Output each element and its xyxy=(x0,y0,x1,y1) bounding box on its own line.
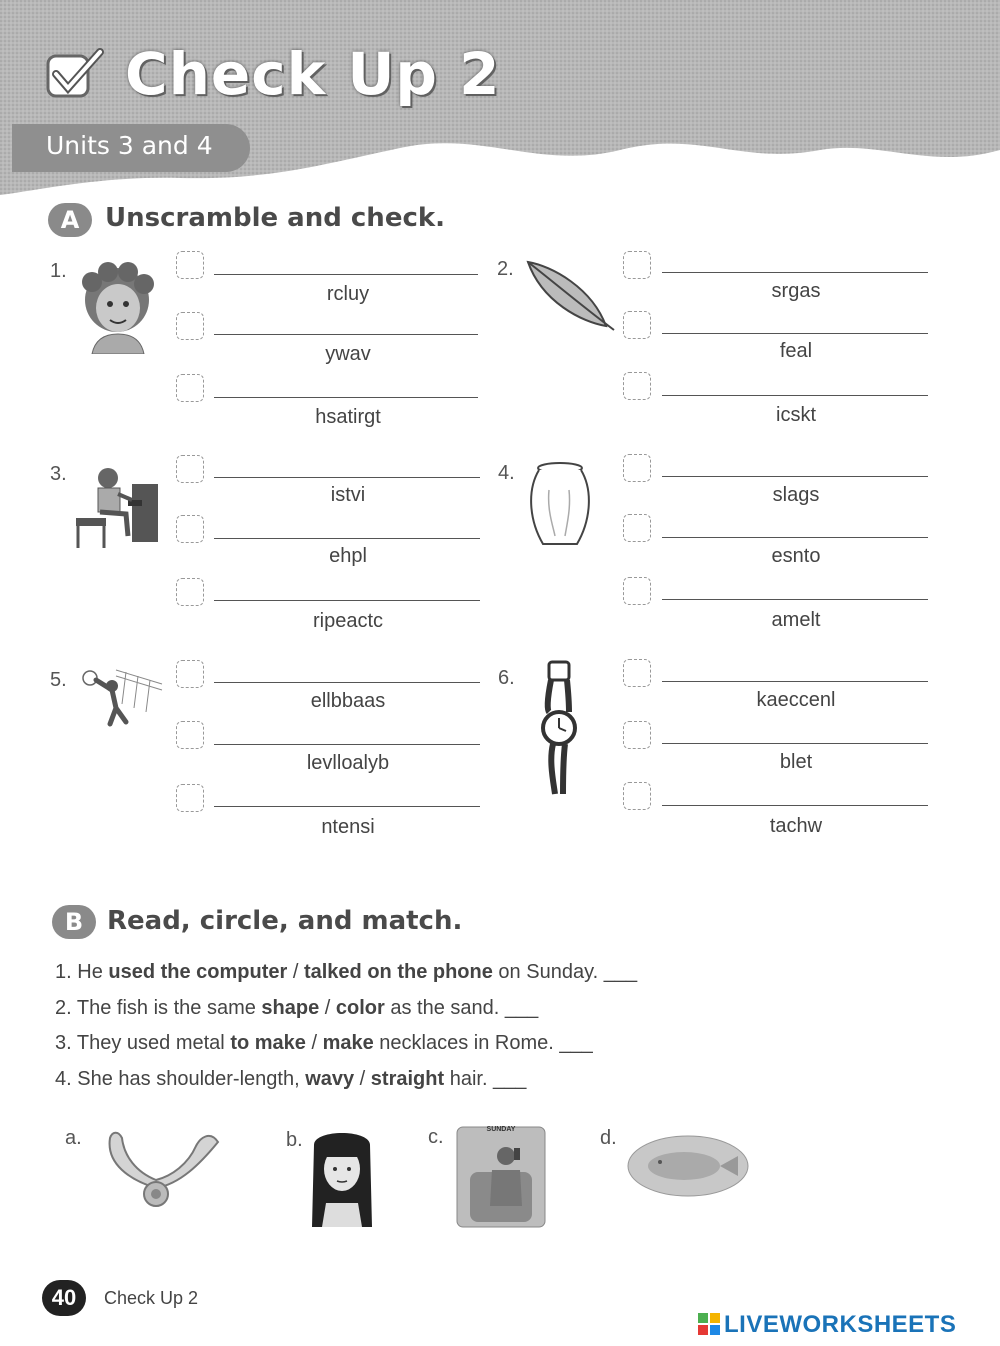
man-on-phone-picture xyxy=(456,1126,546,1228)
sentence-number: 4. xyxy=(55,1068,72,1090)
scrambled-word: feal xyxy=(779,340,813,362)
checkbox[interactable] xyxy=(623,782,651,810)
sentence-1 xyxy=(55,961,637,984)
scrambled-word: amelt xyxy=(771,609,821,631)
boy-playing-piano-picture xyxy=(70,462,162,554)
vase-picture xyxy=(525,460,595,548)
item-number: 5. xyxy=(50,669,67,691)
choice-separator: / xyxy=(287,961,304,983)
scrambled-word: ehpl xyxy=(329,545,367,567)
answer-line[interactable] xyxy=(214,600,480,601)
checkbox[interactable] xyxy=(623,659,651,687)
scrambled-word: icskt xyxy=(776,404,816,426)
sentence-text: necklaces in Rome. ___ xyxy=(373,1032,593,1054)
checkbox[interactable] xyxy=(176,578,204,606)
item-number: 3. xyxy=(50,463,67,485)
answer-line[interactable] xyxy=(214,682,480,683)
option-letter: c. xyxy=(428,1126,444,1148)
checkbox[interactable] xyxy=(176,312,204,340)
item-number: 2. xyxy=(497,258,514,280)
necklace-picture xyxy=(100,1124,230,1209)
checkbox[interactable] xyxy=(623,372,651,400)
volleyball-player-picture xyxy=(76,664,166,730)
calendar-caption: SUNDAY xyxy=(486,1126,516,1133)
scrambled-word: rcluy xyxy=(326,283,370,305)
choice-option[interactable]: make xyxy=(322,1032,374,1054)
sentence-text: He xyxy=(77,961,109,983)
scrambled-word: levlloalyb xyxy=(306,752,390,774)
answer-line[interactable] xyxy=(214,274,478,275)
curly-hair-boy-picture xyxy=(78,262,156,354)
girl-straight-hair-picture xyxy=(306,1125,378,1227)
answer-line[interactable] xyxy=(214,806,480,807)
choice-separator: / xyxy=(319,997,336,1019)
sentence-number: 3. xyxy=(55,1032,72,1054)
checkbox[interactable] xyxy=(623,577,651,605)
sentence-number: 1. xyxy=(55,961,72,983)
checkbox[interactable] xyxy=(176,374,204,402)
answer-line[interactable] xyxy=(214,538,480,539)
sentence-text: They used metal xyxy=(76,1032,231,1054)
option-letter: b. xyxy=(286,1129,303,1151)
checkbox[interactable] xyxy=(623,514,651,542)
answer-line[interactable] xyxy=(662,537,928,538)
choice-option[interactable]: used the computer xyxy=(108,961,288,983)
option-letter: d. xyxy=(600,1127,617,1149)
footer-label: Check Up 2 xyxy=(104,1288,199,1308)
answer-line[interactable] xyxy=(662,743,928,744)
page-number: 40 xyxy=(42,1280,86,1316)
wristwatch-picture xyxy=(535,660,585,798)
answer-line[interactable] xyxy=(214,477,480,478)
leaf-picture xyxy=(522,258,617,333)
answer-line[interactable] xyxy=(662,476,928,477)
choice-option[interactable]: shape xyxy=(261,997,320,1019)
scrambled-word: ntensi xyxy=(321,816,375,838)
checkbox[interactable] xyxy=(176,515,204,543)
fish-in-sand-picture xyxy=(626,1132,750,1200)
checkbox[interactable] xyxy=(623,311,651,339)
item-number: 4. xyxy=(498,462,515,484)
sentence-3 xyxy=(55,1032,593,1055)
sentence-4 xyxy=(55,1068,526,1091)
section-a-title: Unscramble and check. xyxy=(105,203,446,233)
scrambled-word: slags xyxy=(772,484,820,506)
checkbox[interactable] xyxy=(176,660,204,688)
item-number: 6. xyxy=(498,667,515,689)
checkbox[interactable] xyxy=(623,454,651,482)
choice-option[interactable]: straight xyxy=(370,1068,445,1090)
answer-line[interactable] xyxy=(662,272,928,273)
option-letter: a. xyxy=(65,1127,82,1149)
scrambled-word: istvi xyxy=(330,484,366,506)
answer-line[interactable] xyxy=(662,395,928,396)
units-label: Units 3 and 4 xyxy=(46,131,213,160)
sentence-text: hair. ___ xyxy=(444,1068,527,1090)
checkbox[interactable] xyxy=(176,251,204,279)
liveworksheets-logo-icon xyxy=(698,1313,720,1335)
sentence-2 xyxy=(55,997,538,1020)
answer-line[interactable] xyxy=(214,744,480,745)
brand-name: LIVEWORKSHEETS xyxy=(724,1311,957,1338)
choice-option[interactable]: talked on the phone xyxy=(303,961,493,983)
checkmark-icon xyxy=(46,48,106,100)
checkbox[interactable] xyxy=(623,721,651,749)
scrambled-word: srgas xyxy=(771,280,821,302)
sentence-text: She has shoulder-length, xyxy=(77,1068,306,1090)
checkbox[interactable] xyxy=(176,455,204,483)
scrambled-word: esnto xyxy=(771,545,821,567)
answer-line[interactable] xyxy=(662,333,928,334)
choice-option[interactable]: wavy xyxy=(305,1068,355,1090)
scrambled-word: tachw xyxy=(769,815,823,837)
choice-separator: / xyxy=(354,1068,371,1090)
scrambled-word: ywav xyxy=(325,343,371,365)
sentence-text: as the sand. ___ xyxy=(384,997,539,1019)
checkbox[interactable] xyxy=(623,251,651,279)
scrambled-word: blet xyxy=(779,751,813,773)
choice-option[interactable]: color xyxy=(335,997,385,1019)
scrambled-word: kaeccenl xyxy=(756,689,836,711)
section-a-badge: A xyxy=(48,203,92,237)
answer-line[interactable] xyxy=(214,334,478,335)
page-title: Check Up 2 xyxy=(125,40,501,108)
scrambled-word: ripeactc xyxy=(312,610,384,632)
scrambled-word: ellbbaas xyxy=(310,690,386,712)
choice-separator: / xyxy=(305,1032,323,1054)
scrambled-word: hsatirgt xyxy=(315,406,381,428)
choice-option[interactable]: to make xyxy=(230,1032,306,1054)
sentence-number: 2. xyxy=(55,997,72,1019)
answer-line[interactable] xyxy=(662,599,928,600)
checkbox[interactable] xyxy=(176,784,204,812)
sentence-text: The fish is the same xyxy=(76,997,262,1019)
section-b-title: Read, circle, and match. xyxy=(107,906,463,936)
sentence-text: on Sunday. ___ xyxy=(492,961,638,983)
answer-line[interactable] xyxy=(214,397,478,398)
answer-line[interactable] xyxy=(662,805,928,806)
checkbox[interactable] xyxy=(176,721,204,749)
answer-line[interactable] xyxy=(662,681,928,682)
item-number: 1. xyxy=(50,260,67,282)
section-b-badge: B xyxy=(52,905,96,939)
